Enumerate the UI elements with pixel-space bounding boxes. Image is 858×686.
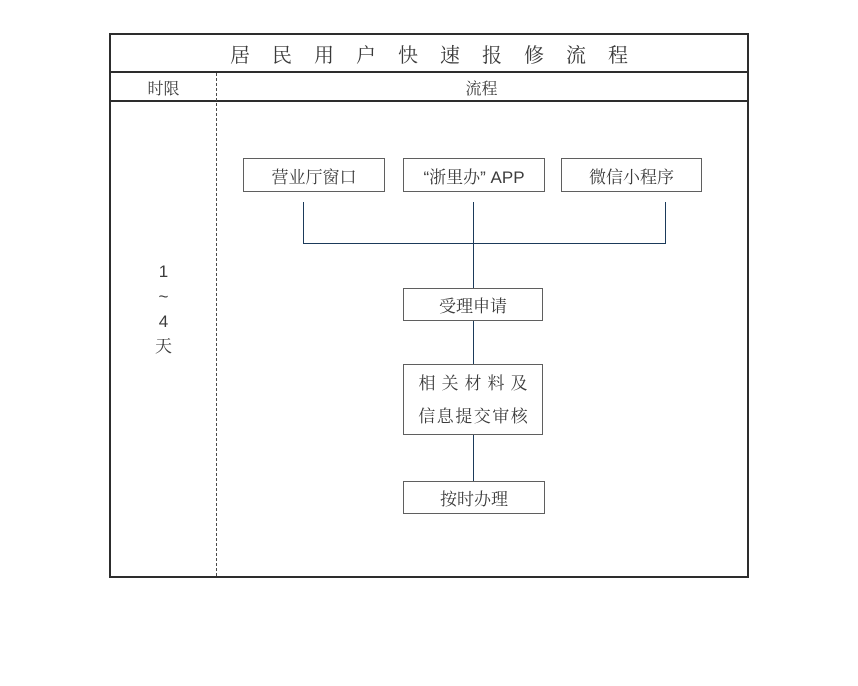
connector-middle-vertical [473, 202, 474, 288]
time-limit-char: 天 [155, 337, 172, 356]
flowchart-table [109, 33, 749, 578]
node-label-line2: 信息提交审核 [418, 406, 530, 426]
node-label-line1: 相关材料及 [418, 373, 534, 393]
header-cell-time-limit [111, 75, 216, 100]
column-divider-dashed [216, 73, 217, 576]
header-cell-process [216, 75, 747, 100]
node-zheliban-app [403, 158, 545, 192]
node-business-hall-window [243, 158, 385, 192]
table-header-row [111, 75, 747, 102]
node-materials-review [403, 364, 543, 435]
time-limit-char: 4 [158, 312, 169, 331]
process-header-label: 流程 [465, 81, 498, 98]
connector-left-stub [303, 202, 304, 244]
connector-materials-to-handle [473, 435, 474, 481]
time-limit-char: ~ [158, 287, 169, 306]
time-limit-value [111, 259, 216, 359]
node-wechat-mini-program [561, 158, 702, 192]
node-handle-on-time [403, 481, 545, 514]
page-title: 居民用户快速报修流程 [230, 44, 650, 67]
title-row [111, 35, 747, 73]
connector-accept-to-materials [473, 321, 474, 364]
node-label: 营业厅窗口 [271, 167, 357, 187]
connector-horizontal-merge [303, 243, 666, 244]
node-label: 按时办理 [440, 490, 508, 509]
time-limit-header-label: 时限 [147, 81, 180, 98]
node-accept-application [403, 288, 543, 321]
node-label: “浙里办” APP [423, 167, 525, 187]
connector-right-stub [665, 202, 666, 244]
time-limit-char: 1 [158, 262, 169, 281]
node-label: 受理申请 [439, 297, 507, 316]
node-label: 微信小程序 [589, 167, 674, 187]
